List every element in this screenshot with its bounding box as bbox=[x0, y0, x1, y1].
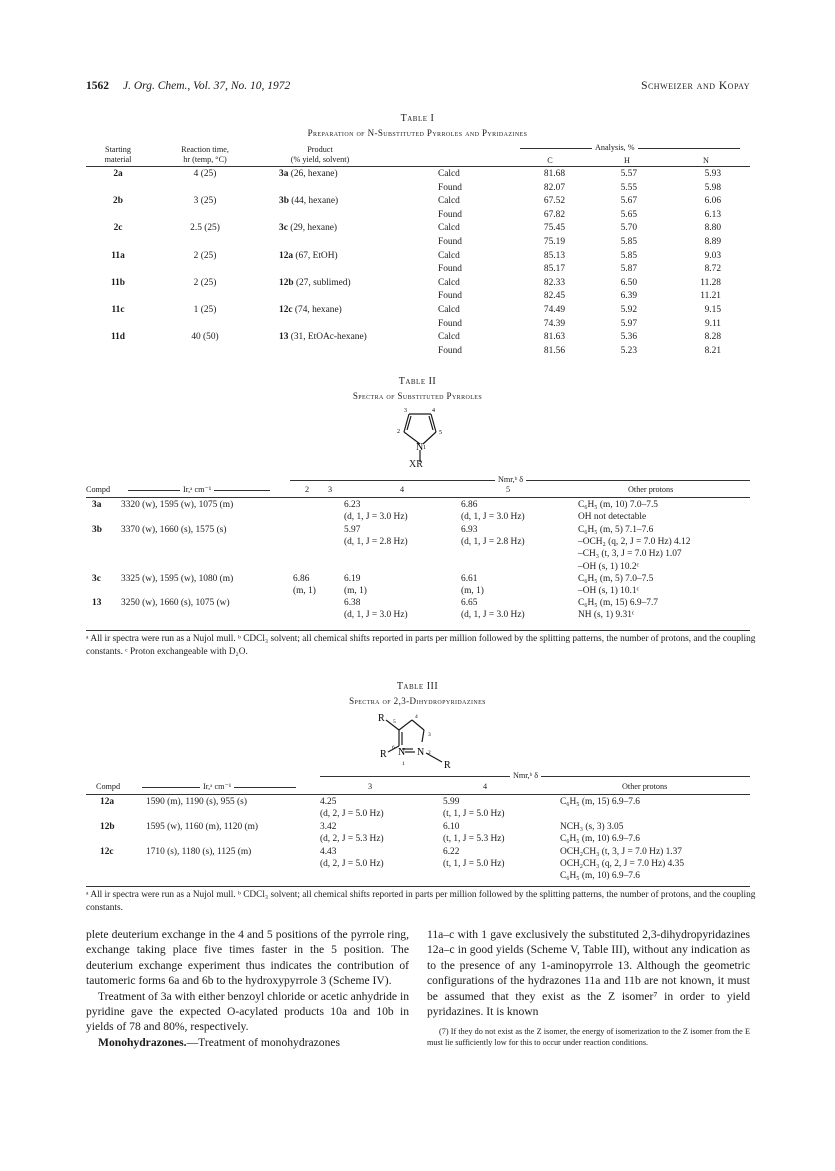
table1-value-h: 5.23 bbox=[620, 345, 637, 356]
table1-reaction-time: 3 (25) bbox=[193, 196, 217, 207]
table3-col-compd: Compd bbox=[96, 782, 121, 791]
table2-col-5: 5 bbox=[506, 485, 511, 494]
table1-product: 3c (29, hexane) bbox=[279, 223, 338, 234]
table1-value-c: 74.49 bbox=[543, 305, 565, 315]
table1-title: Table I bbox=[400, 113, 435, 124]
table2-nmr-4: 6.38 bbox=[344, 598, 361, 608]
table1-value-c: 67.82 bbox=[543, 209, 565, 220]
table3-subtitle: Spectra of 2,3-Dihydropyridazines bbox=[349, 696, 486, 706]
r-substituent-5: R bbox=[378, 713, 385, 724]
table1-value-n: 9.11 bbox=[704, 318, 721, 329]
r-substituent-2: R bbox=[444, 760, 451, 770]
table2-ir-value: 3250 (w), 1660 (s), 1075 (w) bbox=[121, 598, 230, 608]
table1-analysis-type: Found bbox=[438, 318, 462, 329]
table1-value-n: 8.28 bbox=[704, 332, 721, 343]
table3-col-3: 3 bbox=[368, 782, 373, 791]
table1-product: 12c (74, hexane) bbox=[279, 305, 342, 315]
pyrrole-substituent: XR bbox=[409, 459, 423, 470]
table3-nmr-4-detail: (t, 1, J = 5.3 Hz) bbox=[443, 834, 505, 845]
table3-footnote: ᵃ All ir spectra were run as a Nujol mull. ᵇ CDCl₃ solvent; all chemical shifts reported in parts per million followed by the splitting patterns, the number of protons, and the coupling constants. bbox=[86, 890, 756, 913]
table1-value-n: 6.13 bbox=[704, 209, 721, 220]
table1-analysis-type: Calcd bbox=[438, 277, 460, 288]
table1-product: 3a (26, hexane) bbox=[279, 169, 338, 179]
table3-nmr-4: 6.22 bbox=[443, 847, 460, 857]
table2-other-protons: NH (s, 1) 9.31ᶜ bbox=[578, 610, 635, 621]
table2-nmr-5: 6.61 bbox=[461, 574, 478, 584]
table1-value-n: 9.15 bbox=[704, 305, 721, 315]
table1-value-n: 9.03 bbox=[704, 250, 721, 261]
table1-analysis-type: Found bbox=[438, 209, 462, 220]
table1-reaction-time: 2 (25) bbox=[193, 277, 217, 288]
table1-value-c: 81.63 bbox=[543, 332, 565, 343]
table1-analysis-type: Found bbox=[438, 182, 462, 193]
table3-nmr-4: 5.99 bbox=[443, 797, 460, 807]
table3-header-rule bbox=[86, 794, 750, 795]
table1-value-c: 82.07 bbox=[543, 182, 565, 193]
table2-col-ir: Ir,ᵃ cm⁻¹ bbox=[180, 485, 214, 495]
body-left-column bbox=[86, 927, 409, 1050]
table1-col-c: C bbox=[547, 156, 553, 165]
table3-bottom-rule bbox=[86, 886, 750, 887]
pyridazine-pos-2: 2 bbox=[428, 750, 431, 756]
table1-value-n: 5.93 bbox=[704, 169, 721, 179]
dihydropyridazine-structure bbox=[362, 708, 472, 770]
table2-other-protons: –CH₃ (t, 3, J = 7.0 Hz) 1.07 bbox=[578, 549, 682, 560]
table1-value-h: 5.85 bbox=[620, 237, 637, 247]
pyridazine-pos-3: 3 bbox=[428, 732, 431, 738]
table1-col-start: Starting material bbox=[104, 145, 132, 164]
table1-analysis-type: Found bbox=[438, 237, 462, 247]
table3-nmr-3-detail: (d, 2, J = 5.0 Hz) bbox=[320, 859, 384, 870]
table1-starting-material: 11b bbox=[110, 277, 126, 288]
body-paragraph: plete deuterium exchange in the 4 and 5 positions of the pyrrole ring, exchange taking place five times faster in the 5 position. The deuterium exchange experiment thus indicates the contribution of tautomeric forms 6a and 6b to the hydroxypyrrole 3 (Scheme IV). bbox=[86, 928, 409, 988]
journal-citation: J. Org. Chem., Vol. 37, No. 10, 1972 bbox=[123, 80, 291, 92]
pyridazine-n2-atom: N bbox=[417, 747, 425, 758]
table2-other-protons: C₆H₅ (m, 5) 7.0–7.5 bbox=[578, 574, 654, 584]
table3-ir-value: 1590 (m), 1190 (s), 955 (s) bbox=[146, 797, 247, 807]
table1-value-c: 82.45 bbox=[543, 291, 565, 302]
table3-compound: 12b bbox=[100, 822, 115, 832]
table1-value-h: 5.67 bbox=[620, 196, 637, 207]
table1-value-h: 5.87 bbox=[620, 264, 637, 275]
table2-compound: 3c bbox=[92, 574, 101, 584]
table3-nmr-3: 3.42 bbox=[320, 822, 337, 832]
table3-nmr-3-detail: (d, 2, J = 5.3 Hz) bbox=[320, 834, 384, 845]
table2-col-4: 4 bbox=[400, 485, 405, 494]
pyrrole-pos-4: 4 bbox=[432, 408, 435, 414]
pyrrole-pos-1: 1 bbox=[423, 445, 426, 451]
table3-title: Table III bbox=[396, 681, 439, 692]
table2-nmr-5-detail: (m, 1) bbox=[461, 586, 484, 597]
table1-starting-material: 2b bbox=[113, 196, 123, 207]
table2-header-rule bbox=[86, 497, 750, 498]
table1-value-c: 74.39 bbox=[543, 318, 565, 329]
running-head-authors: Schweizer and Kopay bbox=[641, 80, 750, 92]
table3-other-protons: C₆H₅ (m, 15) 6.9–7.6 bbox=[560, 797, 640, 807]
table1-starting-material: 11c bbox=[111, 305, 125, 315]
table3-compound: 12c bbox=[100, 847, 114, 857]
table1-value-c: 85.17 bbox=[543, 264, 565, 275]
table2-footnote: ᵃ All ir spectra were run as a Nujol mull. ᵇ CDCl₃ solvent; all chemical shifts reported in parts per million followed by the splitting patterns, the number of protons, and the coupling constants. ᶜ Proton exchangeable with D₂O. bbox=[86, 634, 756, 657]
pyridazine-pos-4: 4 bbox=[415, 714, 418, 720]
table3-nmr-4-detail: (t, 1, J = 5.0 Hz) bbox=[443, 859, 505, 870]
body-paragraph: Treatment of 3a with either benzoyl chloride or acetic anhydride in pyridine gave the expected O-acylated products 10a and 10b in yields of 78 and 80%, respectively. bbox=[86, 989, 409, 1034]
table1-value-n: 8.21 bbox=[704, 345, 721, 356]
table1-analysis-type: Calcd bbox=[438, 305, 460, 315]
table1-value-n: 11.28 bbox=[700, 277, 721, 288]
table1-value-n: 5.98 bbox=[704, 182, 721, 193]
table1-col-analysis: Analysis, % bbox=[592, 143, 638, 153]
table2-nmr-4: 5.97 bbox=[344, 525, 361, 535]
pyrrole-n-atom: N bbox=[416, 442, 424, 453]
table2-ir-value: 3325 (w), 1595 (w), 1080 (m) bbox=[121, 574, 234, 584]
table1-col-n: N bbox=[703, 156, 709, 165]
table2-nmr-5-detail: (d, 1, J = 2.8 Hz) bbox=[461, 537, 525, 548]
table1-analysis-type: Found bbox=[438, 345, 462, 356]
table1-col-h: H bbox=[624, 156, 630, 165]
table2-nmr-4: 6.23 bbox=[344, 500, 361, 510]
table3-nmr-3-detail: (d, 2, J = 5.0 Hz) bbox=[320, 809, 384, 820]
table3-ir-value: 1595 (w), 1160 (m), 1120 (m) bbox=[146, 822, 259, 832]
table2-bottom-rule bbox=[86, 630, 750, 631]
body-right-column bbox=[427, 927, 750, 1048]
table2-ir-value: 3320 (w), 1595 (w), 1075 (m) bbox=[121, 500, 234, 510]
pyrrole-pos-2: 2 bbox=[397, 429, 400, 435]
table3-col-4: 4 bbox=[483, 782, 488, 791]
table1-starting-material: 2a bbox=[113, 169, 123, 179]
table2-other-protons: C₆H₅ (m, 15) 6.9–7.7 bbox=[578, 598, 658, 608]
table2-compound: 3a bbox=[92, 500, 102, 510]
table2-col-2: 2 bbox=[305, 485, 310, 494]
pyridazine-pos-1: 1 bbox=[402, 761, 405, 767]
table1-value-c: 81.68 bbox=[543, 169, 565, 179]
table1-value-n: 11.21 bbox=[700, 291, 721, 302]
table3-nmr-4: 6.10 bbox=[443, 822, 460, 832]
table1-starting-material: 11a bbox=[111, 250, 125, 261]
table1-product: 12b (27, sublimed) bbox=[279, 277, 351, 288]
table2-nmr-2-3: 6.86 bbox=[293, 574, 310, 584]
body-paragraph: 11a–c with 1 gave exclusively the substituted 2,3-dihydropyridazines 12a–c in good yields (Scheme V, Table III), without any indication as to the presence of any 1-aminopyrrole 13. Although the geometric configurations of the hydrazones 11a and 11b are not known, it must be assumed that they exist as the Z isomer⁷ in order to yield pyridazines. It is known bbox=[427, 928, 750, 1019]
footnote-7: (7) If they do not exist as the Z isomer, the energy of isomerization to the Z isomer from the E must lie sufficiently low for this to occur under reaction conditions. bbox=[427, 1027, 750, 1047]
table1-value-h: 6.39 bbox=[620, 291, 637, 302]
table2-nmr-4-detail: (d, 1, J = 2.8 Hz) bbox=[344, 537, 408, 548]
pyridazine-pos-5: 5 bbox=[393, 719, 396, 725]
table2-other-protons: –OH (s, 1) 10.1ᶜ bbox=[578, 586, 639, 597]
table2-nmr-5-detail: (d, 1, J = 3.0 Hz) bbox=[461, 610, 525, 621]
table1-analysis-type: Calcd bbox=[438, 332, 460, 343]
table1-analysis-type: Found bbox=[438, 291, 462, 302]
table3-nmr-4-detail: (t, 1, J = 5.0 Hz) bbox=[443, 809, 505, 820]
pyrrole-pos-3: 3 bbox=[404, 408, 407, 414]
table1-col-time: Reaction time, hr (temp, °C) bbox=[181, 145, 229, 164]
table1-reaction-time: 2.5 (25) bbox=[190, 223, 220, 234]
table3-col-other: Other protons bbox=[622, 782, 668, 791]
section-heading: Monohydrazones. bbox=[98, 1035, 187, 1049]
table3-col-ir: Ir,ᵃ cm⁻¹ bbox=[200, 782, 234, 792]
table1-analysis-type: Calcd bbox=[438, 250, 460, 261]
table1-value-c: 75.19 bbox=[543, 237, 565, 247]
table2-col-compd: Compd bbox=[86, 485, 111, 494]
table3-other-protons: C₆H₅ (m, 10) 6.9–7.6 bbox=[560, 871, 640, 882]
r-substituent-6: R bbox=[380, 749, 387, 760]
table2-compound: 3b bbox=[92, 525, 102, 535]
pyridazine-n1-atom: N bbox=[398, 747, 406, 758]
table1-reaction-time: 4 (25) bbox=[193, 169, 217, 179]
table2-other-protons: –OCH₂ (q, 2, J = 7.0 Hz) 4.12 bbox=[578, 537, 691, 548]
table2-col-other: Other protons bbox=[628, 485, 674, 494]
table2-nmr-4-detail: (d, 1, J = 3.0 Hz) bbox=[344, 610, 408, 621]
table3-other-protons: OCH₂CH₃ (t, 3, J = 7.0 Hz) 1.37 bbox=[560, 847, 682, 857]
table1-value-h: 5.97 bbox=[620, 318, 637, 329]
table1-analysis-type: Calcd bbox=[438, 169, 460, 179]
table1-value-c: 85.13 bbox=[543, 250, 565, 261]
table1-analysis-type: Calcd bbox=[438, 196, 460, 207]
table3-other-protons: NCH₃ (s, 3) 3.05 bbox=[560, 822, 624, 832]
table3-compound: 12a bbox=[100, 797, 115, 807]
table2-title: Table II bbox=[398, 376, 437, 387]
table1-value-c: 82.33 bbox=[543, 277, 565, 288]
table2-nmr-4-detail: (d, 1, J = 3.0 Hz) bbox=[344, 512, 408, 523]
table3-other-protons: OCH₂CH₃ (q, 2, J = 7.0 Hz) 4.35 bbox=[560, 859, 685, 870]
table1-value-c: 67.52 bbox=[543, 196, 565, 207]
table2-nmr-5: 6.65 bbox=[461, 598, 478, 608]
table1-value-c: 75.45 bbox=[543, 223, 565, 234]
table1-product: 3b (44, hexane) bbox=[279, 196, 339, 207]
table3-other-protons: C₆H₅ (m, 10) 6.9–7.6 bbox=[560, 834, 640, 845]
table1-value-h: 5.55 bbox=[620, 182, 637, 193]
table2-nmr-5: 6.86 bbox=[461, 500, 478, 510]
table1-reaction-time: 2 (25) bbox=[193, 250, 217, 261]
table1-analysis-type: Calcd bbox=[438, 223, 460, 234]
table2-nmr-4: 6.19 bbox=[344, 574, 361, 584]
table1-value-h: 6.50 bbox=[620, 277, 637, 288]
table1-reaction-time: 40 (50) bbox=[191, 332, 219, 343]
page-number: 1562 bbox=[86, 80, 109, 92]
table3-nmr-3: 4.25 bbox=[320, 797, 337, 807]
table1-product: 13 (31, EtOAc-hexane) bbox=[279, 332, 367, 343]
table1-reaction-time: 1 (25) bbox=[193, 305, 217, 315]
table1-value-h: 5.70 bbox=[620, 223, 637, 234]
table2-ir-value: 3370 (w), 1660 (s), 1575 (s) bbox=[121, 525, 227, 535]
table1-value-h: 5.36 bbox=[620, 332, 637, 343]
table1-analysis-type: Found bbox=[438, 264, 462, 275]
table1-value-n: 8.72 bbox=[704, 264, 721, 275]
table3-col-nmr: Nmr,ᵇ δ bbox=[510, 771, 541, 781]
table1-value-n: 6.06 bbox=[704, 196, 721, 207]
pyrrole-pos-5: 5 bbox=[439, 430, 442, 436]
table2-subtitle: Spectra of Substituted Pyrroles bbox=[352, 391, 483, 401]
table2-other-protons: C₆H₅ (m, 5) 7.1–7.6 bbox=[578, 525, 654, 535]
table1-starting-material: 11d bbox=[110, 332, 126, 343]
table2-col-nmr: Nmr,ᵇ δ bbox=[495, 475, 526, 485]
table2-col-3: 3 bbox=[328, 485, 333, 494]
pyridazine-pos-6: 6 bbox=[392, 745, 395, 751]
table2-nmr-4-detail: (m, 1) bbox=[344, 586, 367, 597]
table1-subtitle: Preparation of N-Substituted Pyrroles and Pyridazines bbox=[307, 128, 528, 138]
table1-value-h: 5.85 bbox=[620, 250, 637, 261]
table2-other-protons: OH not detectable bbox=[578, 512, 647, 523]
table1-value-h: 5.92 bbox=[620, 305, 637, 315]
table3-nmr-3: 4.43 bbox=[320, 847, 337, 857]
table2-other-protons: C₆H₅ (m, 10) 7.0–7.5 bbox=[578, 500, 658, 510]
section-heading-paragraph: Monohydrazones.—Treatment of monohydrazones bbox=[98, 1035, 341, 1049]
table3-ir-value: 1710 (s), 1180 (s), 1125 (m) bbox=[146, 847, 252, 857]
table1-header-rule bbox=[86, 166, 750, 167]
table1-starting-material: 2c bbox=[113, 223, 123, 234]
table1-col-product: Product (% yield, solvent) bbox=[290, 145, 350, 164]
table2-nmr-2-3-detail: (m, 1) bbox=[293, 586, 316, 597]
table2-other-protons: –OH (s, 1) 10.2ᶜ bbox=[578, 561, 639, 572]
table1-value-n: 8.80 bbox=[704, 223, 721, 234]
table2-nmr-5: 6.93 bbox=[461, 525, 478, 535]
table2-compound: 13 bbox=[92, 598, 102, 608]
table1-value-h: 5.65 bbox=[620, 209, 637, 220]
table1-product: 12a (67, EtOH) bbox=[279, 250, 338, 261]
table2-nmr-5-detail: (d, 1, J = 3.0 Hz) bbox=[461, 512, 525, 523]
table1-value-h: 5.57 bbox=[620, 169, 637, 179]
table1-value-c: 81.56 bbox=[543, 345, 565, 356]
table1-value-n: 8.89 bbox=[704, 237, 721, 247]
